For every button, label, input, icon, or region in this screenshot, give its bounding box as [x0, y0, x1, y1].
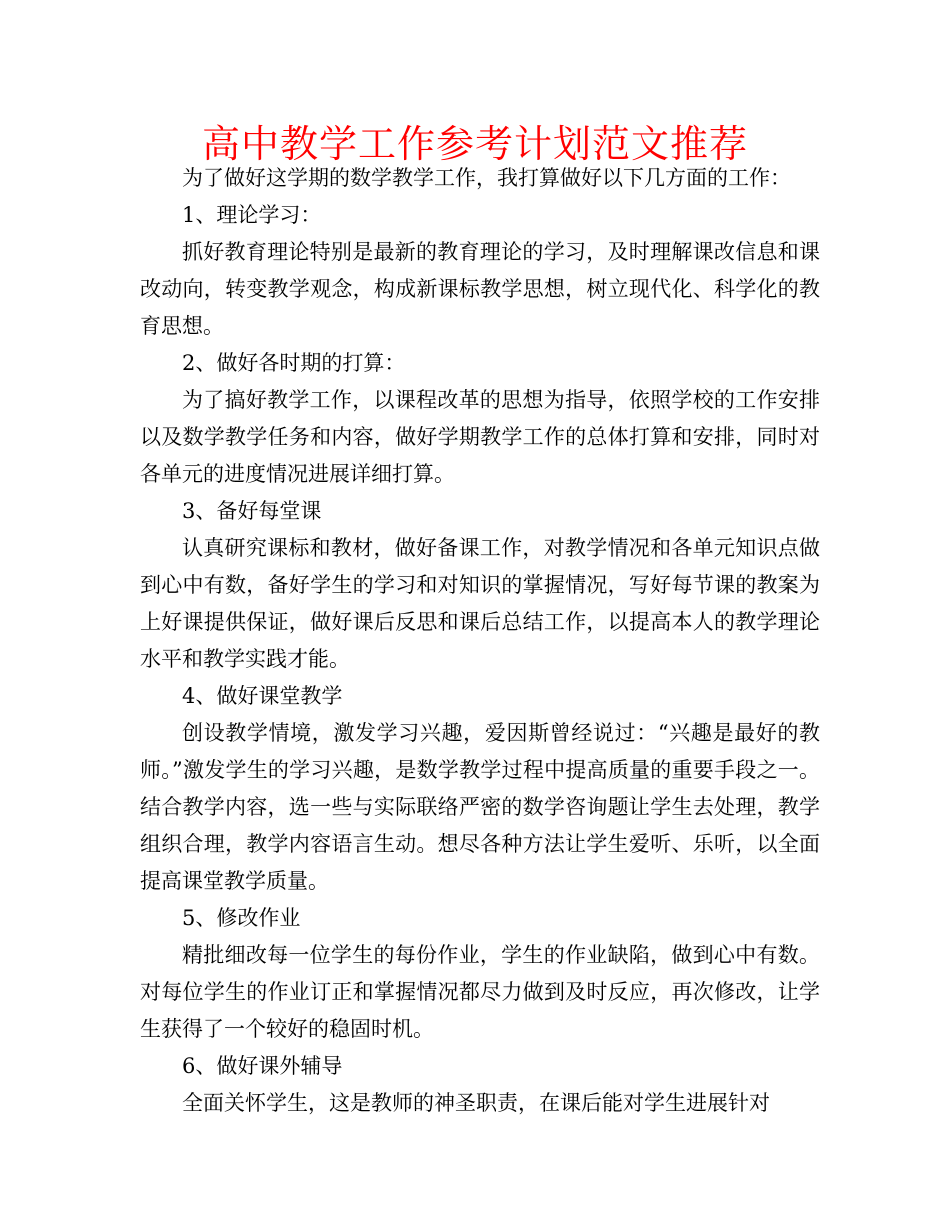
intro-paragraph: 为了做好这学期的数学教学工作，我打算做好以下几方面的工作：: [182, 166, 791, 190]
body-paragraph-tutoring: 全面关怀学生，这是教师的神圣职责，在课后能对学生进展针对: [182, 1091, 770, 1115]
body-paragraph-classroom: 创设教学情境，激发学习兴趣，爱因斯曾经说过：“兴趣是最好的教师。”激发学生的学习兴趣，是数学教学过程中提高质量的重要手段之一。结合教学内容，选一些与实际联络严密的数学咨询题让学生去处理，教学组织合理，教学内容语言生动。想尽各种方法让学生爱听、乐听，以全面提高课堂教学质量。: [140, 721, 820, 893]
body-paragraph-lesson-prep: 认真研究课标和教材，做好备课工作，对教学情况和各单元知识点做到心中有数，备好学生的学习和对知识的掌握情况，写好每节课的教案为上好课提供保证，做好课后反思和课后总结工作，以提高本人的教学理论水平和教学实践才能。: [140, 536, 820, 671]
section-heading-classroom: 4、做好课堂教学: [182, 684, 343, 708]
section-heading-planning: 2、做好各时期的打算：: [182, 351, 406, 375]
section-heading-theory: 1、理论学习：: [182, 203, 322, 227]
section-heading-tutoring: 6、做好课外辅导: [182, 1054, 343, 1078]
document-title: 高中教学工作参考计划范文推荐: [201, 122, 748, 166]
body-paragraph-planning: 为了搞好教学工作，以课程改革的思想为指导，依照学校的工作安排以及数学教学任务和内容，做好学期教学工作的总体打算和安排，同时对各单元的进度情况进展详细打算。: [140, 388, 820, 486]
body-paragraph-theory: 抓好教育理论特别是最新的教育理论的学习，及时理解课改信息和课改动向，转变教学观念，构成新课标教学思想，树立现代化、科学化的教育思想。: [140, 240, 820, 338]
body-paragraph-homework: 精批细改每一位学生的每份作业，学生的作业缺陷，做到心中有数。对每位学生的作业订正和掌握情况都尽力做到及时反应，再次修改，让学生获得了一个较好的稳固时机。: [140, 943, 820, 1041]
section-heading-homework: 5、修改作业: [182, 906, 301, 930]
document-body: [140, 160, 820, 1122]
section-heading-lesson-prep: 3、备好每堂课: [182, 499, 322, 523]
